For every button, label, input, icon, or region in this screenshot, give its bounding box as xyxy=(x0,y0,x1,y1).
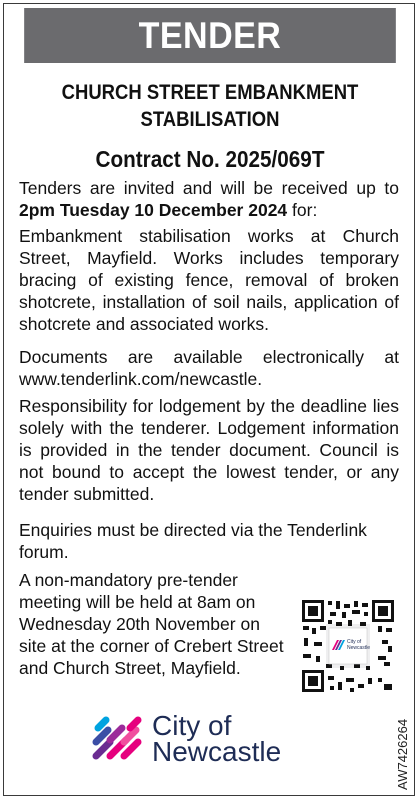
logo-text-city-of: City of xyxy=(152,710,232,741)
ad-reference xyxy=(394,704,414,790)
invitation-suffix: for: xyxy=(287,200,318,220)
invitation-text: Tenders are invited and will be received up to xyxy=(19,178,399,198)
tender-banner: TENDER xyxy=(24,8,396,63)
deadline-text: 2pm Tuesday 10 December 2024 xyxy=(19,200,288,220)
contract-number: Contract No. 2025/069T xyxy=(95,146,325,172)
qr-logo-line1: City of xyxy=(347,639,362,645)
qr-logo-line2: Newcastle xyxy=(347,645,371,651)
responsibility-paragraph: Responsibility for lodgement by the deadline lies solely with the tenderer. Lodgement information is provided in the tender document. Council is not bound to accept the lowest tender, or any tender submitted. xyxy=(19,396,399,504)
qr-code[interactable] xyxy=(300,598,396,694)
ad-reference-code: AW7426264 xyxy=(395,718,410,790)
documents-paragraph: Documents are available electronically at www.tenderlink.com/newcastle. xyxy=(19,347,399,389)
scope-paragraph: Embankment stabilisation works at Church Street, Mayfield. Works includes temporary bracing of existing fence, removal of broken shotcrete, installation of soil nails, application of shotcrete and associated works. xyxy=(19,226,399,334)
enquiries-paragraph: Enquiries must be directed via the Tenderlink forum. xyxy=(19,520,367,562)
notice-title-line1: CHURCH STREET EMBANKMENT xyxy=(61,81,359,104)
logo-text-newcastle: Newcastle xyxy=(152,736,282,767)
city-of-newcastle-logo-icon xyxy=(88,706,148,766)
meeting-paragraph: A non-mandatory pre-tender meeting will be held at 8am on Wednesday 20th November on site at the corner of Crebert Street and Church Street, Mayfield. xyxy=(19,570,284,678)
notice-title-line2: STABILISATION xyxy=(140,108,280,131)
invitation-paragraph xyxy=(19,177,399,221)
